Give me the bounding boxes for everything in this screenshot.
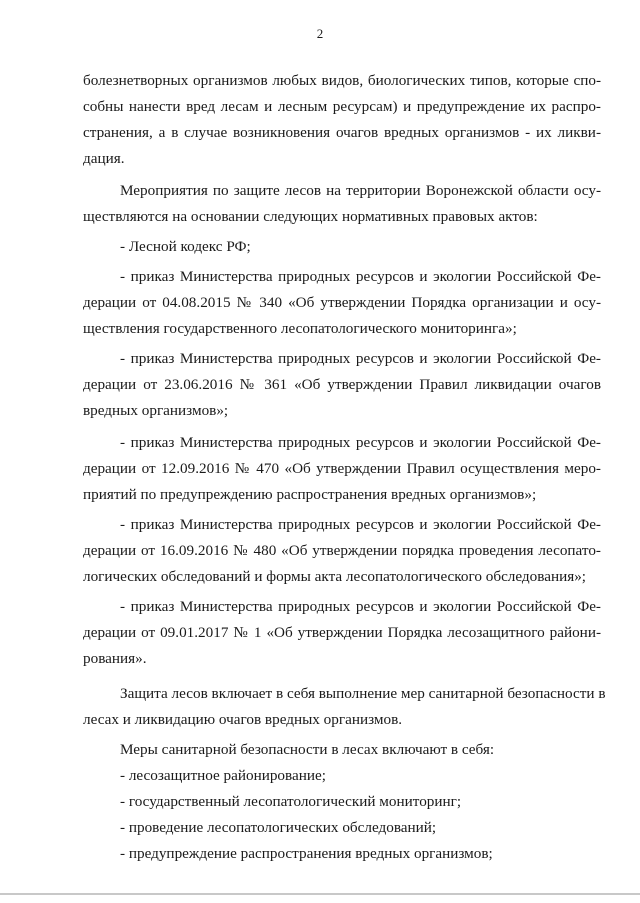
paragraph-sanitary-measures xyxy=(83,737,601,763)
text-line: дерации от 04.08.2015 № 340 «Об утверждении Порядка организации и осу- xyxy=(83,294,601,311)
text-line: лесах и ликвидацию очагов вредных организмов. xyxy=(83,711,403,728)
list-item-order-1 xyxy=(83,594,601,672)
text-line: рования». xyxy=(83,650,147,667)
list-item-forest-code xyxy=(83,234,601,260)
text-line: - приказ Министерства природных ресурсов и экологии Российской Фе- xyxy=(120,434,601,451)
text-line: дерации от 16.09.2016 № 480 «Об утверждении порядка проведения лесопато- xyxy=(83,542,601,559)
text-line: Меры санитарной безопасности в лесах включают в себя: xyxy=(120,741,495,758)
text-line: логических обследований и формы акта лесопатологического обследования»; xyxy=(83,568,587,585)
text-line: собны нанести вред лесам и лесным ресурсам) и предупреждение их распро- xyxy=(83,98,601,115)
list-item-order-361 xyxy=(83,346,601,424)
text-line: - Лесной кодекс РФ; xyxy=(120,238,251,255)
list-item-zoning xyxy=(83,763,601,789)
text-line: приятий по предупреждению распространения вредных организмов»; xyxy=(83,486,537,503)
list-item-prevention xyxy=(83,841,601,867)
text-line: Защита лесов включает в себя выполнение мер санитарной безопасности в xyxy=(120,685,606,702)
text-line: - приказ Министерства природных ресурсов и экологии Российской Фе- xyxy=(120,598,601,615)
text-line: вредных организмов»; xyxy=(83,402,229,419)
text-line: Мероприятия по защите лесов на территории Воронежской области осу- xyxy=(120,182,601,199)
text-line: - приказ Министерства природных ресурсов и экологии Российской Фе- xyxy=(120,268,601,285)
text-line: - приказ Министерства природных ресурсов и экологии Российской Фе- xyxy=(120,516,601,533)
document-body xyxy=(83,68,606,867)
list-item-monitoring xyxy=(83,789,601,815)
text-line: - государственный лесопатологический мониторинг; xyxy=(120,793,462,810)
list-item-surveys xyxy=(83,815,601,841)
paragraph-intro-continuation xyxy=(83,68,601,172)
list-item-order-340 xyxy=(83,264,601,342)
text-line: - приказ Министерства природных ресурсов и экологии Российской Фе- xyxy=(120,350,601,367)
text-line: дерации от 23.06.2016 № 361 «Об утверждении Правил ликвидации очагов xyxy=(83,376,601,393)
text-line: дация. xyxy=(83,150,125,167)
text-line: дерации от 09.01.2017 № 1 «Об утверждении Порядка лесозащитного райони- xyxy=(83,624,601,641)
text-line: болезнетворных организмов любых видов, биологических типов, которые спо- xyxy=(83,72,601,89)
text-line: странения, а в случае возникновения очагов вредных организмов - их ликви- xyxy=(83,124,601,141)
text-line: ществляются на основании следующих нормативных правовых актов: xyxy=(83,208,538,225)
text-line: - проведение лесопатологических обследований; xyxy=(120,819,437,836)
page-number: 2 xyxy=(316,26,324,41)
text-line: ществления государственного лесопатологического мониторинга»; xyxy=(83,320,517,337)
text-line: дерации от 12.09.2016 № 470 «Об утверждении Правил осуществления меро- xyxy=(83,460,601,477)
list-item-order-470 xyxy=(83,430,601,508)
text-line: - лесозащитное районирование; xyxy=(120,767,326,784)
paragraph-forest-protection xyxy=(83,681,606,733)
text-line: - предупреждение распространения вредных организмов; xyxy=(120,845,493,862)
scan-edge-line xyxy=(0,893,640,895)
list-item-order-480 xyxy=(83,512,601,590)
paragraph-measures-basis xyxy=(83,178,601,230)
